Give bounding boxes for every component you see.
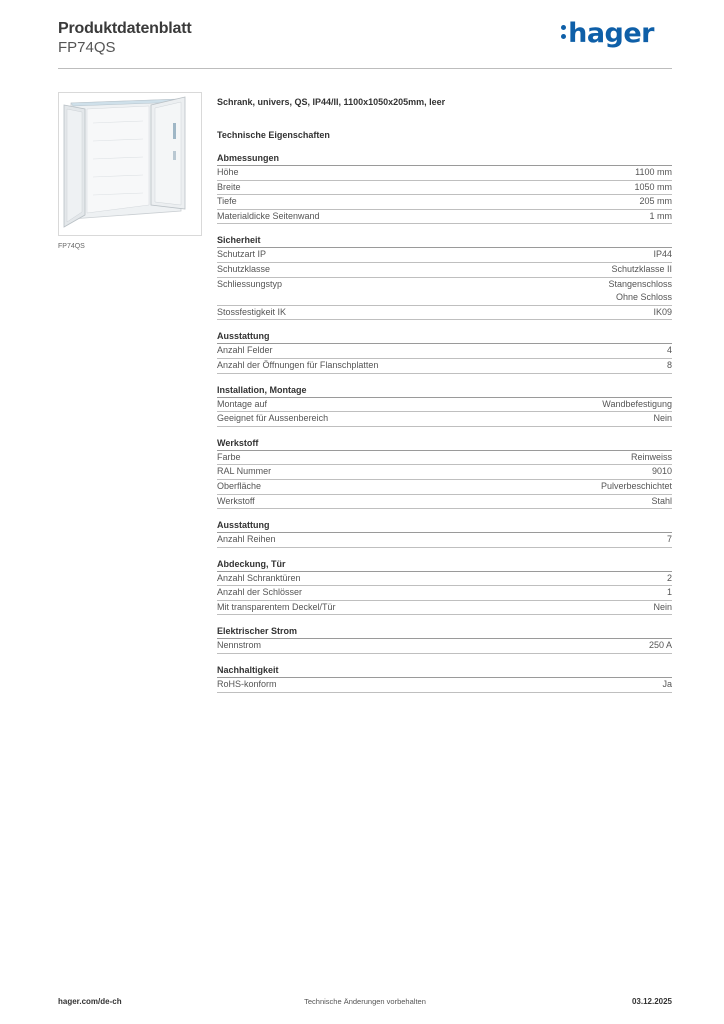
spec-row [217, 306, 672, 321]
spec-value: Nein [653, 601, 672, 612]
spec-value: 1 [666, 587, 672, 598]
spec-value: 8 [666, 359, 672, 370]
spec-value: Nein [653, 413, 672, 424]
section-title: Installation, Montage [217, 384, 672, 398]
section-ausstattung [217, 330, 672, 373]
spec-row [217, 248, 672, 263]
spec-row [217, 412, 672, 427]
spec-value: Ja [662, 679, 672, 690]
spec-label: Geeignet für Aussenbereich [217, 413, 329, 424]
section-title: Nachhaltigkeit [217, 664, 672, 678]
spec-row [217, 344, 672, 359]
spec-label: Tiefe [217, 196, 237, 207]
spec-label: Mit transparentem Deckel/Tür [217, 601, 336, 612]
spec-label: Höhe [217, 167, 239, 177]
spec-value: IP44 [653, 249, 672, 260]
section-werkstoff [217, 437, 672, 509]
product-description: Schrank, univers, QS, IP44/II, 1100x1050x205mm, leer [217, 97, 446, 107]
image-caption: FP74QS [58, 243, 85, 250]
spec-row [217, 465, 672, 480]
spec-value: 2 [666, 572, 672, 583]
spec-label: Montage auf [217, 398, 268, 409]
section-title: Sicherheit [217, 234, 672, 248]
spec-value: 1 mm [649, 210, 672, 221]
spec-value: IK09 [653, 306, 672, 317]
spec-label: Breite [217, 181, 241, 192]
hager-logo [561, 18, 654, 49]
technical-properties-heading: Technische Eigenschaften [217, 130, 330, 140]
spec-value: 205 mm [639, 196, 672, 207]
spec-row [217, 195, 672, 210]
header-divider [58, 68, 672, 69]
section-title: Ausstattung [217, 330, 672, 344]
spec-row [217, 495, 672, 510]
spec-row [217, 398, 672, 413]
product-code: FP74QS [58, 39, 116, 56]
spec-label: Anzahl der Öffnungen für Flanschplatten [217, 359, 379, 370]
spec-value-multiline [608, 278, 672, 305]
spec-row [217, 359, 672, 374]
spec-label: Oberfläche [217, 480, 262, 491]
spec-label: Anzahl Felder [217, 345, 273, 356]
spec-label: Nennstrom [217, 640, 262, 651]
spec-value: 7 [666, 534, 672, 545]
spec-value: Schutzklasse II [611, 263, 672, 274]
spec-label: Anzahl Reihen [217, 534, 276, 545]
spec-value: 250 A [648, 640, 672, 651]
page-footer [58, 997, 672, 1009]
section-ausstattung-2 [217, 519, 672, 548]
spec-value: 1050 mm [634, 181, 672, 192]
spec-label: Stossfestigkeit IK [217, 306, 287, 317]
spec-value: Wandbefestigung [602, 398, 672, 409]
spec-label: Schutzklasse [217, 263, 271, 274]
page-header [58, 20, 672, 68]
section-title: Abdeckung, Tür [217, 558, 672, 572]
spec-label: RoHS-konform [217, 679, 277, 690]
spec-row [217, 181, 672, 196]
spec-content [217, 95, 672, 693]
section-nachhaltigkeit [217, 664, 672, 693]
spec-row [217, 278, 672, 306]
spec-value: 4 [666, 345, 672, 356]
spec-row [217, 210, 672, 225]
spec-label: Anzahl der Schlösser [217, 587, 303, 598]
section-abmessungen [217, 152, 672, 224]
spec-label: Farbe [217, 451, 241, 462]
spec-label: Schliessungstyp [217, 278, 283, 289]
cabinet-photo-icon [59, 93, 201, 235]
spec-label: RAL Nummer [217, 466, 272, 477]
spec-row [217, 263, 672, 278]
logo-text: hager [568, 18, 654, 49]
spec-value: Stangenschloss [608, 278, 672, 289]
spec-value: Pulverbeschichtet [600, 480, 672, 491]
spec-row [217, 601, 672, 616]
section-abdeckung-tuer [217, 558, 672, 616]
spec-label: Schutzart IP [217, 249, 267, 260]
spec-row [217, 480, 672, 495]
footer-disclaimer: Technische Änderungen vorbehalten [304, 997, 426, 1006]
spec-value: 9010 [651, 466, 672, 477]
spec-value-secondary: Ohne Schloss [615, 292, 672, 303]
section-title: Werkstoff [217, 437, 672, 451]
spec-label: Materialdicke Seitenwand [217, 210, 320, 221]
spec-row [217, 533, 672, 548]
spec-row [217, 572, 672, 587]
section-installation-montage [217, 384, 672, 427]
section-title: Elektrischer Strom [217, 625, 672, 639]
section-title: Abmessungen [217, 152, 672, 166]
document-title: Produktdatenblatt [58, 20, 192, 37]
spec-value: Reinweiss [630, 451, 672, 462]
section-elektrischer-strom [217, 625, 672, 654]
footer-date: 03.12.2025 [631, 997, 672, 1006]
section-sicherheit [217, 234, 672, 320]
spec-label: Anzahl Schranktüren [217, 572, 301, 583]
section-title: Ausstattung [217, 519, 672, 533]
spec-row [217, 166, 672, 181]
spec-value: 1100 mm [635, 167, 672, 177]
product-image [58, 92, 202, 236]
spec-row [217, 678, 672, 693]
footer-website-link[interactable]: hager.com/de-ch [58, 997, 122, 1006]
logo-colon-icon [561, 22, 566, 40]
spec-row [217, 639, 672, 654]
spec-row [217, 451, 672, 466]
spec-value: Stahl [651, 495, 672, 506]
spec-row [217, 586, 672, 601]
spec-label: Werkstoff [217, 495, 255, 506]
